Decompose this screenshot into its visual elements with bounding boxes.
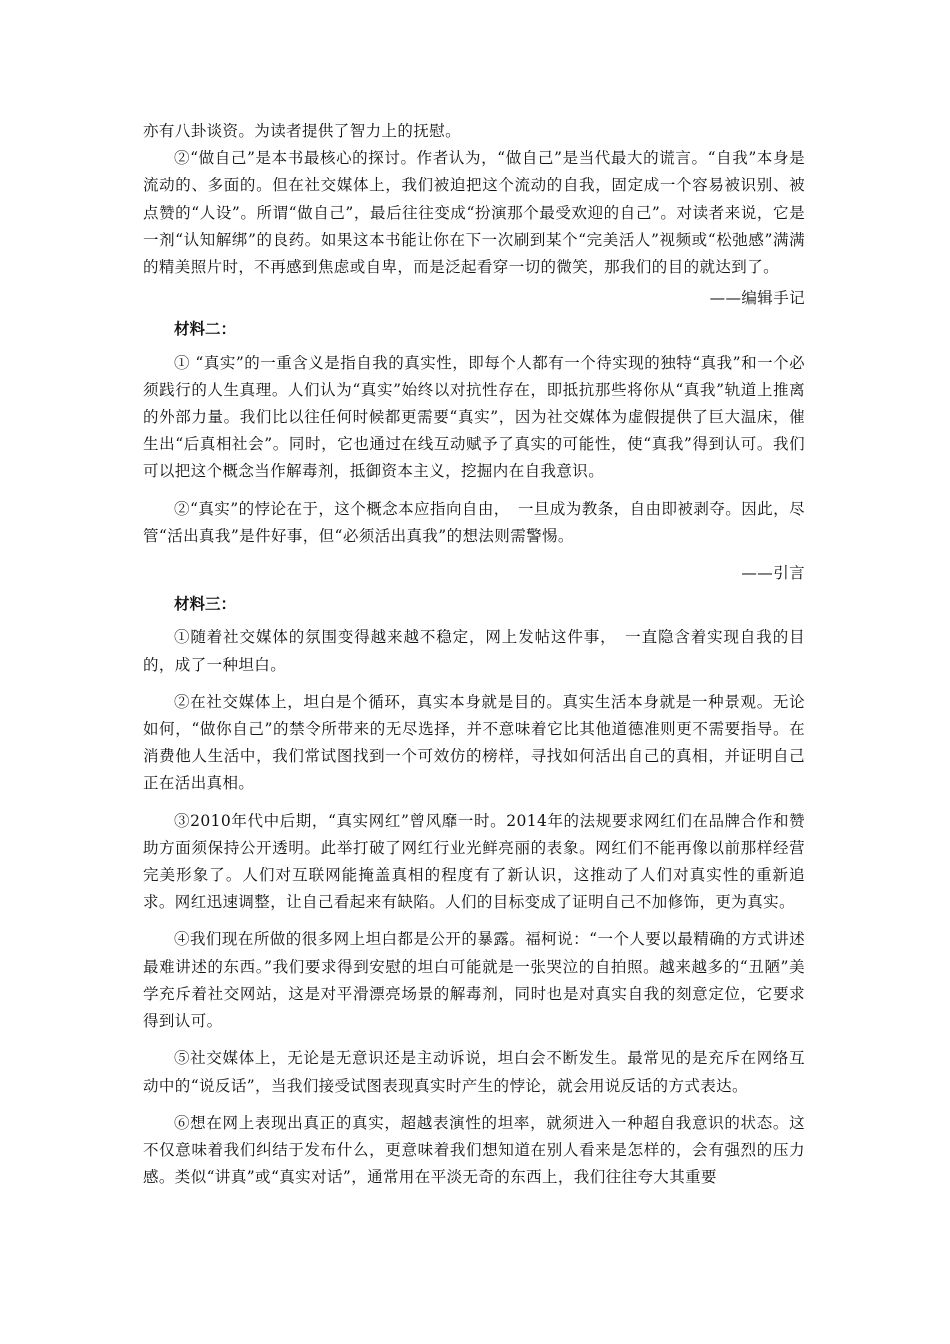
material1-signature: ——编辑手记 — [709, 289, 805, 308]
material1-paragraph-2: ②“做自己”是本书最核心的探讨。作者认为，“做自己”是当代最大的谎言。“自我”本身是流动的、多面的。但在社交媒体上，我们被迫把这个流动的自我，固定成一个容易被识别、被点赞的“人设”。所谓“做自己”，最后往往变成“扮演那个最受欢迎的自己”。对读者来说，它是一剂“认知解绑”的良药。如果这本书能让你在下一次刷到某个“完美活人”视频或“松弛感”满满的精美照片时，不再感到焦虑或自卑，而是泛起看穿一切的微笑，那我们的目的就达到了。 — [143, 149, 805, 277]
material3-paragraph-5: ⑤社交媒体上，无论是无意识还是主动诉说，坦白会不断发生。最常见的是充斥在网络互动中的“说反话”，当我们接受试图表现真实时产生的悖论，就会用说反话的方式表达。 — [143, 1049, 805, 1095]
material2-paragraph-1: ① “真实”的一重含义是指自我的真实性，即每个人都有一个待实现的独特“真我”和一个必须践行的人生真理。人们认为“真实”始终以对抗性存在，即抵抗那些将你从“真我”轨道上推离的外部力量。我们比以往任何时候都更需要“真实”，因为社交媒体为虚假提供了巨大温床，催生出“后真相社会”。同时，它也通过在线互动赋予了真实的可能性，使“真我”得到认可。我们可以把这个概念当作解毒剂，抵御资本主义，挖掘内在自我意识。 — [143, 353, 805, 481]
material3-heading: 材料三： — [174, 595, 237, 614]
material2-paragraph-2: ②“真实”的悖论在于，这个概念本应指向自由， 一旦成为教条，自由即被剥夺。因此，尽管“活出真我”是件好事，但“必须活出真我”的想法则需警惕。 — [143, 499, 805, 545]
material2-signature: ——引言 — [741, 564, 805, 583]
material3-paragraph-2: ②在社交媒体上，坦白是个循环，真实本身就是目的。真实生活本身就是一种景观。无论如何，“做你自己”的禁令所带来的无尽选择，并不意味着它比其他道德准则更不需要指导。在消费他人生活中，我们常试图找到一个可效仿的榜样，寻找如何活出自己的真相，并证明自己正在活出真相。 — [143, 692, 805, 793]
material1-paragraph-continued: 亦有八卦谈资。为读者提供了智力上的抚慰。 — [143, 122, 462, 140]
document-page — [143, 118, 805, 1191]
material3-paragraph-4: ④我们现在所做的很多网上坦白都是公开的暴露。福柯说：“一个人要以最精确的方式讲述最难讲述的东西。”我们要求得到安慰的坦白可能就是一张哭泣的自拍照。越来越多的“丑陋”美学充斥着社交网站，这是对平滑漂亮场景的解毒剂，同时也是对真实自我的刻意定位，它要求得到认可。 — [143, 930, 805, 1031]
material2-heading: 材料二： — [174, 320, 237, 339]
material3-paragraph-1: ①随着社交媒体的氛围变得越来越不稳定，网上发帖这件事， 一直隐含着实现自我的目的，成了一种坦白。 — [143, 628, 805, 674]
material3-paragraph-6: ⑥想在网上表现出真正的真实，超越表演性的坦率，就须进入一种超自我意识的状态。这不仅意味着我们纠结于发布什么，更意味着我们想知道在别人看来是怎样的，会有强烈的压力感。类似“讲真”或“真实对话”，通常用在平淡无奇的东西上，我们往往夸大其重要 — [143, 1113, 805, 1187]
material3-paragraph-3: ③2010年代中后期，“真实网红”曾风靡一时。2014年的法规要求网红们在品牌合作和赞助方面须保持公开透明。此举打破了网红行业光鲜亮丽的表象。网红们不能再像以前那样经营完美形象了。人们对互联网能掩盖真相的程度有了新认识，这推动了人们对真实性的重新追求。网红迅速调整，让自己看起来有缺陷。人们的目标变成了证明自己不加修饰，更为真实。 — [143, 811, 805, 912]
